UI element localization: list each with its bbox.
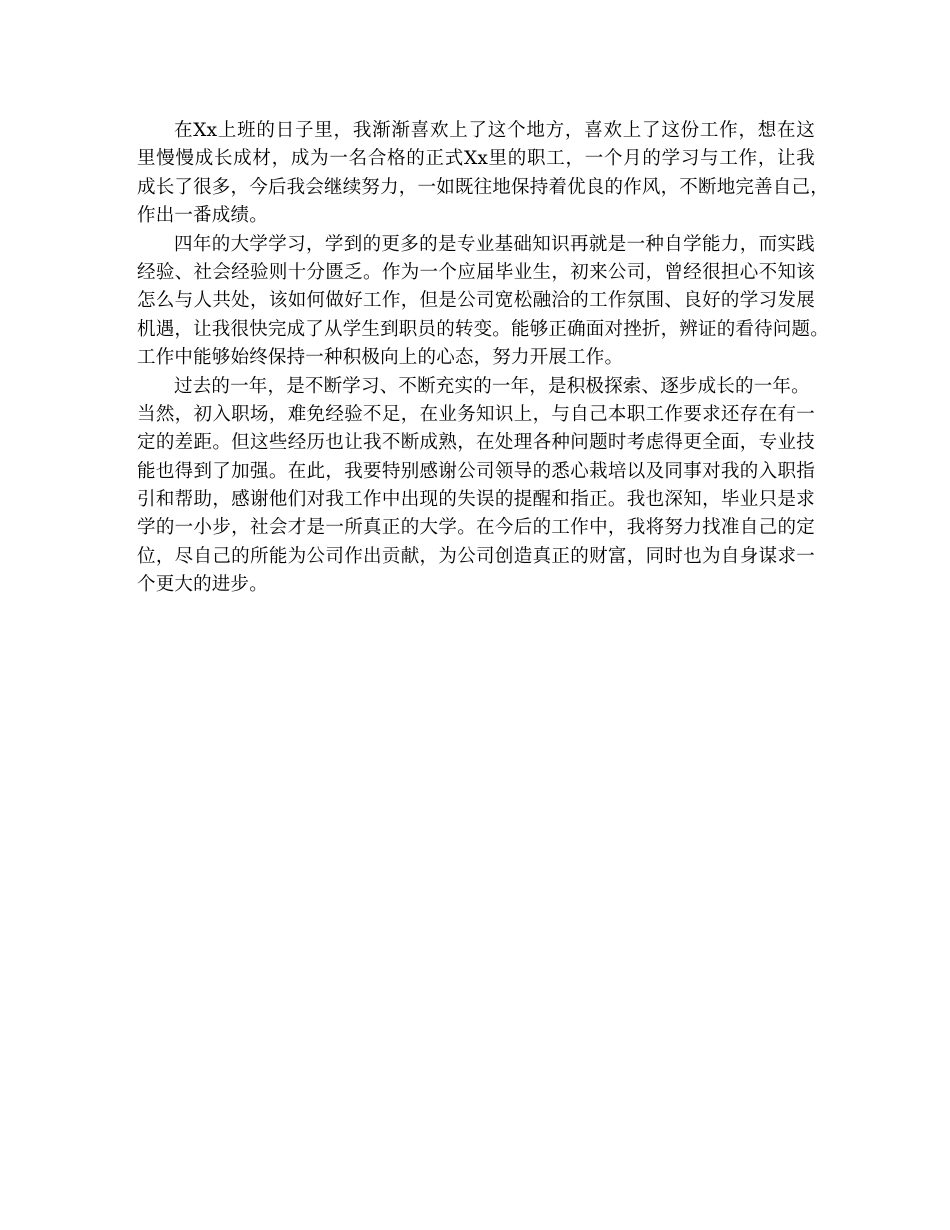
text-line: 里慢慢成长成材，成为一名合格的正式Xx里的职工，一个月的学习与工作，让我	[137, 148, 815, 170]
text-line: 位，尽自己的所能为公司作出贡献，为公司创造真正的财富，同时也为自身谋求一	[137, 545, 815, 567]
paragraph-3	[137, 373, 815, 600]
text-line: 定的差距。但这些经历也让我不断成熟，在处理各种问题时考虑得更全面，专业技	[137, 432, 815, 454]
text-line: 当然，初入职场，难免经验不足，在业务知识上，与自己本职工作要求还存在有一	[137, 403, 815, 425]
text-line: 怎么与人共处，该如何做好工作，但是公司宽松融洽的工作氛围、良好的学习发展	[137, 290, 815, 312]
text-line: 能也得到了加强。在此，我要特别感谢公司领导的悉心栽培以及同事对我的入职指	[137, 460, 815, 482]
text-line: 四年的大学学习，学到的更多的是专业基础知识再就是一种自学能力，而实践	[174, 233, 815, 255]
text-line: 经验、社会经验则十分匮乏。作为一个应届毕业生，初来公司，曾经很担心不知该	[137, 261, 815, 283]
text-line: 机遇，让我很快完成了从学生到职员的转变。能够正确面对挫折，辨证的看待问题。	[137, 318, 829, 340]
text-line: 个更大的进步。	[137, 574, 268, 596]
text-line: 引和帮助，感谢他们对我工作中出现的失误的提醒和指正。我也深知，毕业只是求	[137, 489, 815, 511]
text-line: 成长了很多，今后我会继续努力，一如既往地保持着优良的作风，不断地完善自己，	[137, 176, 829, 198]
text-line: 过去的一年，是不断学习、不断充实的一年，是积极探索、逐步成长的一年。	[174, 375, 810, 397]
paragraph-2	[137, 231, 829, 373]
document-body	[137, 117, 829, 600]
paragraph-1	[137, 117, 829, 231]
text-line: 工作中能够始终保持一种积极向上的心态，努力开展工作。	[137, 347, 624, 369]
text-line: 在Xx上班的日子里，我渐渐喜欢上了这个地方，喜欢上了这份工作，想在这	[174, 120, 815, 141]
text-line: 学的一小步，社会才是一所真正的大学。在今后的工作中，我将努力找准自己的定	[137, 517, 815, 539]
text-line: 作出一番成绩。	[137, 205, 268, 227]
